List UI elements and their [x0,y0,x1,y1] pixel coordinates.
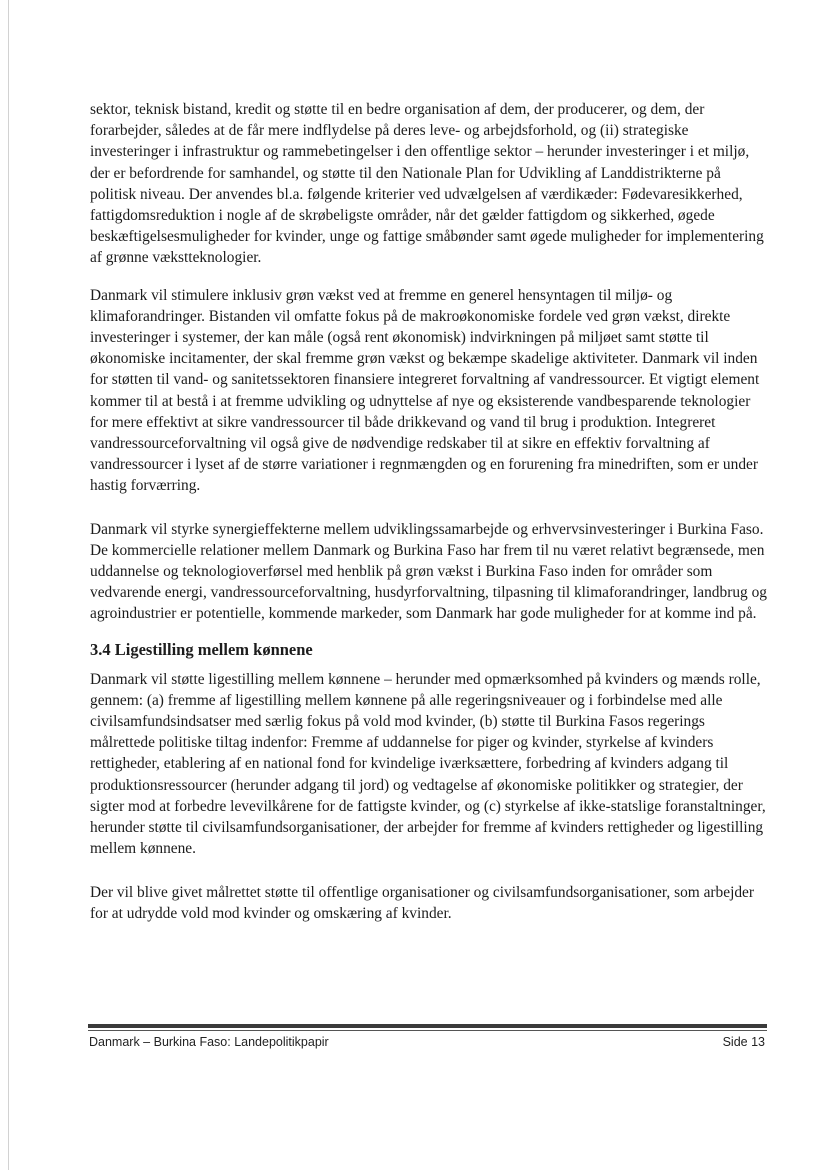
paragraph-synergies: Danmark vil styrke synergieffekterne mellem udviklingssamarbejde og erhvervsinvesteringer i Burkina Faso. De kommercielle relationer mellem Danmark og Burkina Faso har frem til nu været relativt begrænsede, men uddannelse og teknologioverførsel med henblik på grøn vækst i Burkina Faso inden for områder som vedvarende energi, vandressourceforvaltning, husdyrforvaltning, tilpasning til klimaforandringer, landbrug og agroindustrier er potentielle, kommende markeder, som Danmark har gode muligheder for at komme ind på. [90,520,767,623]
footer-page-number: Side 13 [722,1035,765,1049]
section-heading-gender-equality: 3.4 Ligestilling mellem kønnene [90,639,313,659]
paragraph-violence-against-women: Der vil blive givet målrettet støtte til offentlige organisationer og civilsamfundsorganisationer, som arbejder for at udrydde vold mod kvinder og omskæring af kvinder. [90,883,755,922]
footer-rule [88,1024,767,1028]
paragraph-green-growth: Danmark vil stimulere inklusiv grøn vækst ved at fremme en generel hensyntagen til miljø- og klimaforandringer. Bistanden vil omfatte fokus på de makroøkonomiske fordele ved grøn vækst, direkte investeringer i systemer, der kan måle (også rent økonomisk) indvirkningen på miljøet samt støtte til økonomiske incitamenter, der skal fremme grøn vækst og bekæmpe skadelige aktiviteter. Danmark vil inden for støtten til vand- og sanitetssektoren finansiere integreret forvaltning af vandressourcer. Et vigtigt element kommer til at bestå i at fremme udvikling og udnyttelse af nye og eksisterende vandbesparende teknologier for mere effektivt at sikre vandressourcer til både drikkevand og vand til brug i produktion. Integreret vandressourceforvaltning vil også give de nødvendige redskaber til at sikre en effektiv forvaltning af vandressourcer i lyset af de større variationer i regnmængden og en forurening fra minedriften, som er under hastig forværring. [90,286,760,495]
footer-rule-thin [88,1030,767,1031]
page-edge-line [8,0,9,1170]
footer-document-title: Danmark – Burkina Faso: Landepolitikpapir [89,1035,329,1049]
paragraph-gender-equality: Danmark vil støtte ligestilling mellem kønnene – herunder med opmærksomhed på kvinders og mænds rolle, gennem: (a) fremme af ligestilling mellem kønnene på alle regeringsniveauer og i forbindelse med alle civilsamfundsindsatser med særlig fokus på vold mod kvinder, (b) støtte til Burkina Fasos regerings målrettede politiske tiltag indenfor: Fremme af uddannelse for piger og kvinder, styrkelse af kvinders rettigheder, etablering af en national fond for kvindelige iværksættere, forbedring af kvinders adgang til produktionsressourcer (herunder adgang til jord) og vedtagelse af økonomiske politikker og strategier, der sigter mod at forbedre levevilkårene for de fattigste kvinder, og (c) styrkelse af ikke-statslige foranstaltninger, herunder støtte til civilsamfundsorganisationer, der arbejder for fremme af kvinders rettigheder og ligestilling mellem kønnene. [90,670,766,858]
paragraph-value-chains: sektor, teknisk bistand, kredit og støtte til en bedre organisation af dem, der producerer, og dem, der forarbejder, således at de får mere indflydelse på deres leve- og arbejdsforhold, og (ii) strategiske investeringer i infrastruktur og rammebetingelser i den offentlige sektor – herunder investeringer i et miljø, der er befordrende for samhandel, og støtte til den Nationale Plan for Udvikling af Landdistrikterne på politisk niveau. Der anvendes bl.a. følgende kriterier ved udvælgelsen af værdikæder: Fødevaresikkerhed, fattigdomsreduktion i nogle af de skrøbeligste områder, når det gælder fattigdom og sikkerhed, øgede beskæftigelsesmuligheder for kvinder, unge og fattige småbønder samt øgede muligheder for implementering af grønne vækstteknologier. [90,101,764,267]
document-body [90,99,770,924]
